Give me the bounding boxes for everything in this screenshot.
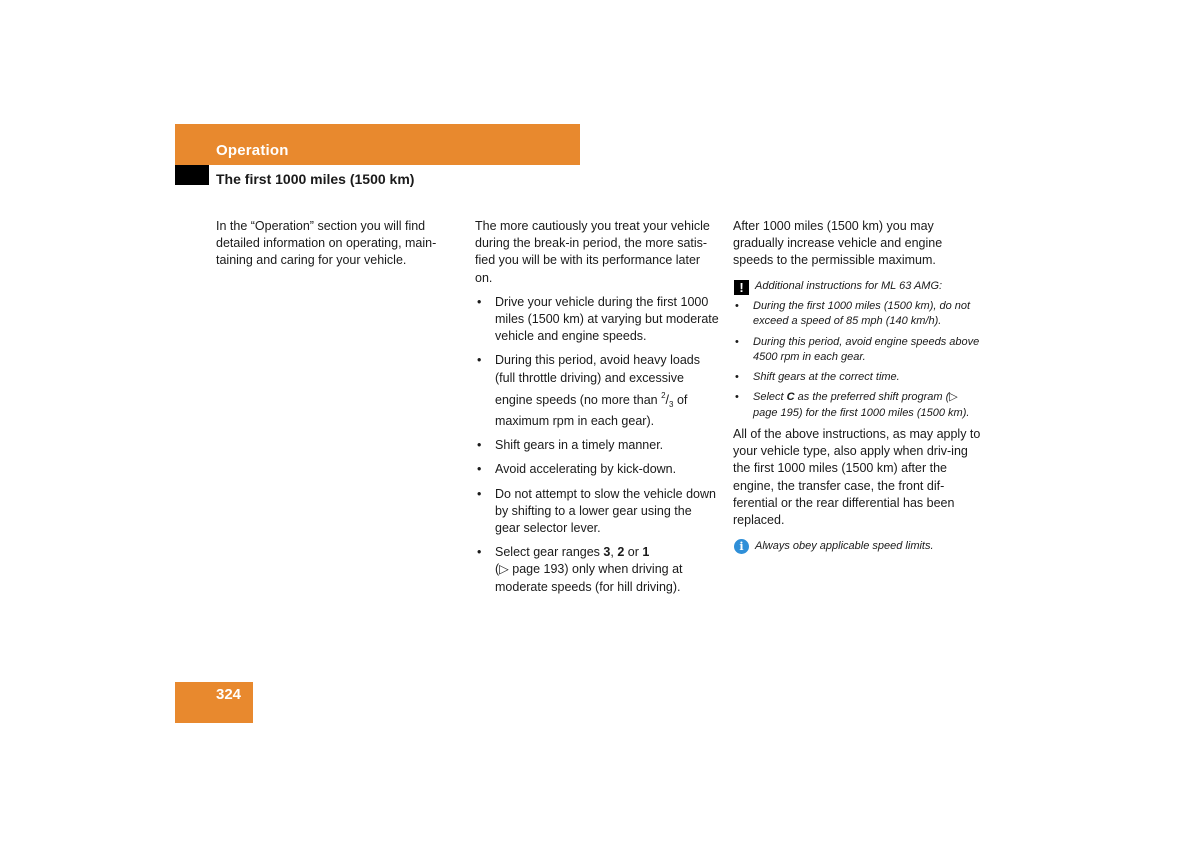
list-item: • Drive your vehicle during the first 1000 miles (1500 km) at varying but moderate vehicle and engine speeds. <box>477 294 719 344</box>
bullet-icon: • <box>477 294 482 309</box>
info-icon: i <box>734 539 749 554</box>
warning-title: Additional instructions for ML 63 AMG: <box>755 279 943 292</box>
list-item: • During this period, avoid engine speeds above 4500 rpm in each gear. <box>735 335 980 363</box>
page-number-box <box>175 682 253 723</box>
list-item: • During this period, avoid heavy loads (full throttle driving) and excessive engine speeds (no more than $^2/_3$ of maximum rpm in each gear). <box>477 353 700 429</box>
section-marker-tab <box>175 165 209 185</box>
amg-instruction-list <box>733 299 981 421</box>
list-item: • During the first 1000 miles (1500 km), do not exceed a speed of 85 mph (140 km/h). <box>735 299 971 328</box>
list-item: • Select gear ranges 3, 2 or 1 (▷ page 193) only when driving at moderate speeds (for hill driving). <box>477 545 683 594</box>
info-text: Always obey applicable speed limits. <box>755 540 934 553</box>
info-note <box>733 539 981 554</box>
bullet-icon: • <box>477 462 482 477</box>
bullet-icon: • <box>477 438 482 453</box>
intro-paragraph: In the “Operation” section you will find detailed information on operating, main-taining and caring for your vehicle. <box>216 219 437 268</box>
bullet-icon: • <box>735 299 739 312</box>
column-1 <box>216 218 452 270</box>
list-item: • Shift gears at the correct time. <box>733 370 981 385</box>
break-in-list <box>475 294 719 596</box>
bullet-icon: • <box>735 335 739 348</box>
page-subtitle: The first 1000 miles (1500 km) <box>216 171 415 187</box>
bullet-icon: • <box>477 353 482 368</box>
warning-note <box>733 279 981 294</box>
replacement-paragraph: All of the above instructions, as may apply to your vehicle type, also apply when driv-ing the first 1000 miles (1500 km) after the engine, the transfer case, the front dif-ferential or the rear differential has been replaced. <box>733 426 981 527</box>
list-item: • Avoid accelerating by kick-down. <box>475 461 719 478</box>
page-number: 324 <box>216 686 242 703</box>
column-2 <box>475 218 719 603</box>
break-in-paragraph: The more cautiously you treat your vehicle during the break-in period, the more satis-fied you will be with its performance later on. <box>475 219 710 285</box>
bullet-icon: • <box>735 391 739 404</box>
bullet-icon: • <box>477 545 482 560</box>
column-3 <box>733 218 981 555</box>
after-break-in-paragraph: After 1000 miles (1500 km) you may gradually increase vehicle and engine speeds to the permissible maximum. <box>733 219 943 268</box>
page-reference: (▷ page 193) only when driving at moderate speeds (for hill driving). <box>495 562 683 594</box>
list-item: • Shift gears in a timely manner. <box>475 437 719 454</box>
list-item: • Do not attempt to slow the vehicle down by shifting to a lower gear using the gear selector lever. <box>477 486 716 536</box>
bullet-icon: • <box>735 371 739 384</box>
warning-icon: ! <box>734 280 749 295</box>
list-item: • Select C as the preferred shift program (▷ page 195) for the first 1000 miles (1500 km). <box>735 391 970 419</box>
bullet-icon: • <box>477 486 482 501</box>
section-title: Operation <box>216 142 289 159</box>
